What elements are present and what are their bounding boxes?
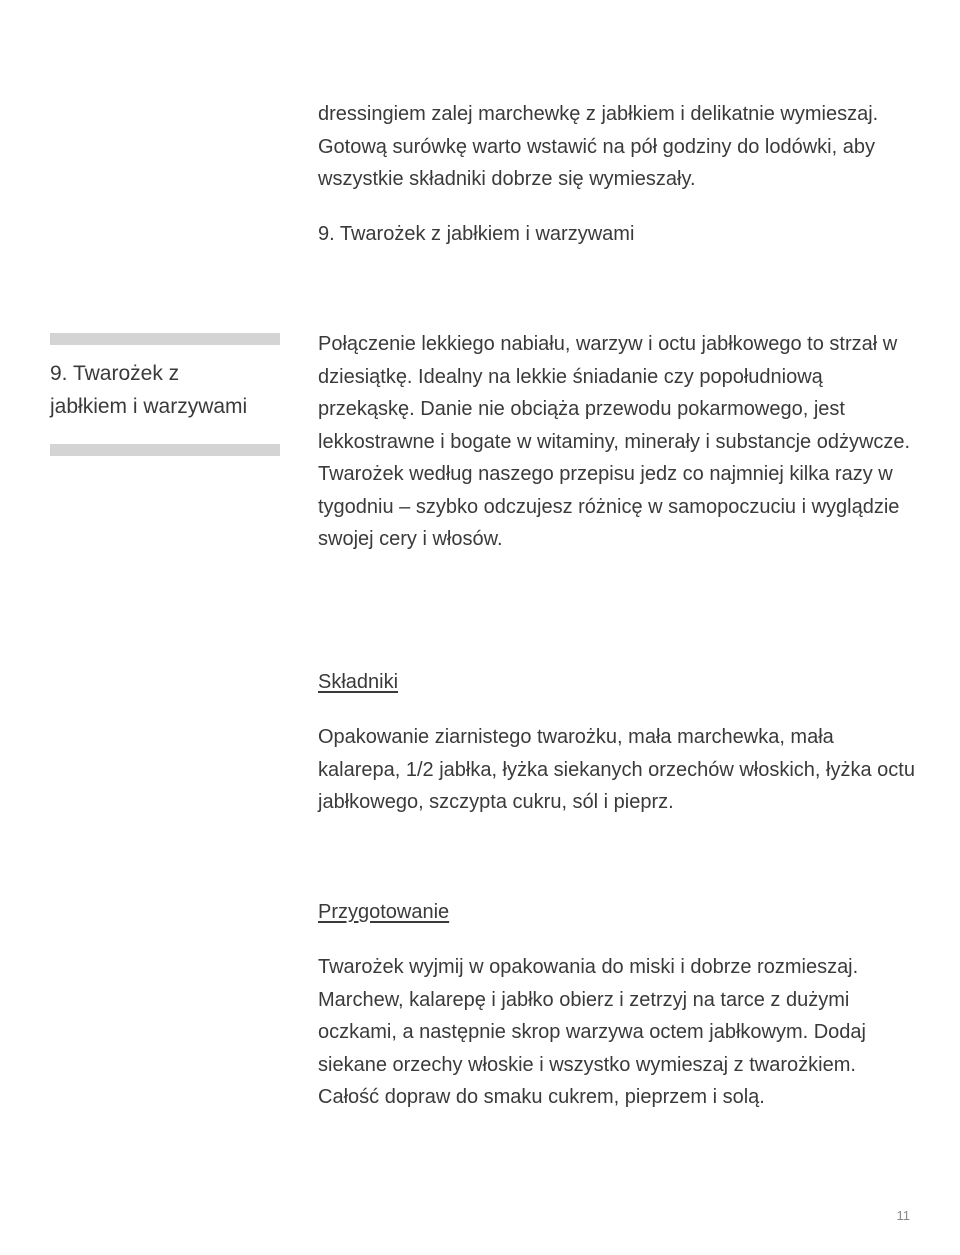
ingredients-paragraph: Opakowanie ziarnistego twarożku, mała marchewka, mała kalarepa, 1/2 jabłka, łyżka siekanych orzechów włoskich, łyżka octu jabłkowego, szczypta cukru, sól i pieprz. (318, 726, 915, 813)
sidebar-divider-top (50, 333, 280, 345)
sidebar-title-line2: jabłkiem i warzywami (50, 394, 248, 418)
page-number: 11 (896, 1208, 910, 1223)
continued-paragraph: dressingiem zalej marchewkę z jabłkiem i delikatnie wymieszaj. Gotową surówkę warto wstawić na pół godziny do lodówki, aby wszystkie składniki dobrze się wymieszały. (318, 103, 879, 190)
sidebar-title (50, 358, 290, 423)
preparation-heading: Przygotowanie (318, 901, 450, 923)
preparation-paragraph: Twarożek wyjmij w opakowania do miski i dobrze rozmieszaj. Marchew, kalarepę i jabłko obierz i zetrzyj na tarce z dużymi oczkami, a następnie skrop warzywa octem jabłkowym. Dodaj siekane orzechy włoskie i wszystko wymieszaj z twarożkiem. Całość dopraw do smaku cukrem, pieprzem i solą. (318, 956, 866, 1108)
intro-paragraph: Połączenie lekkiego nabiału, warzyw i octu jabłkowego to strzał w dziesiątkę. Idealny na lekkie śniadanie czy popołudniową przekąskę. Danie nie obciąża przewodu pokarmowego, jest lekkostrawne i bogate w witaminy, minerały i substancje odżywcze. Twarożek według naszego przepisu jedz co najmniej kilka razy w tygodniu – szybko odczujesz różnicę w samopoczuciu i wyglądzie swojej cery i włosów. (318, 333, 911, 550)
sidebar-divider-bottom (50, 444, 280, 456)
sidebar-title-line1: 9. Twarożek z (50, 362, 180, 385)
ingredients-heading: Składniki (318, 671, 399, 693)
section-heading: 9. Twarożek z jabłkiem i warzywami (318, 223, 635, 245)
